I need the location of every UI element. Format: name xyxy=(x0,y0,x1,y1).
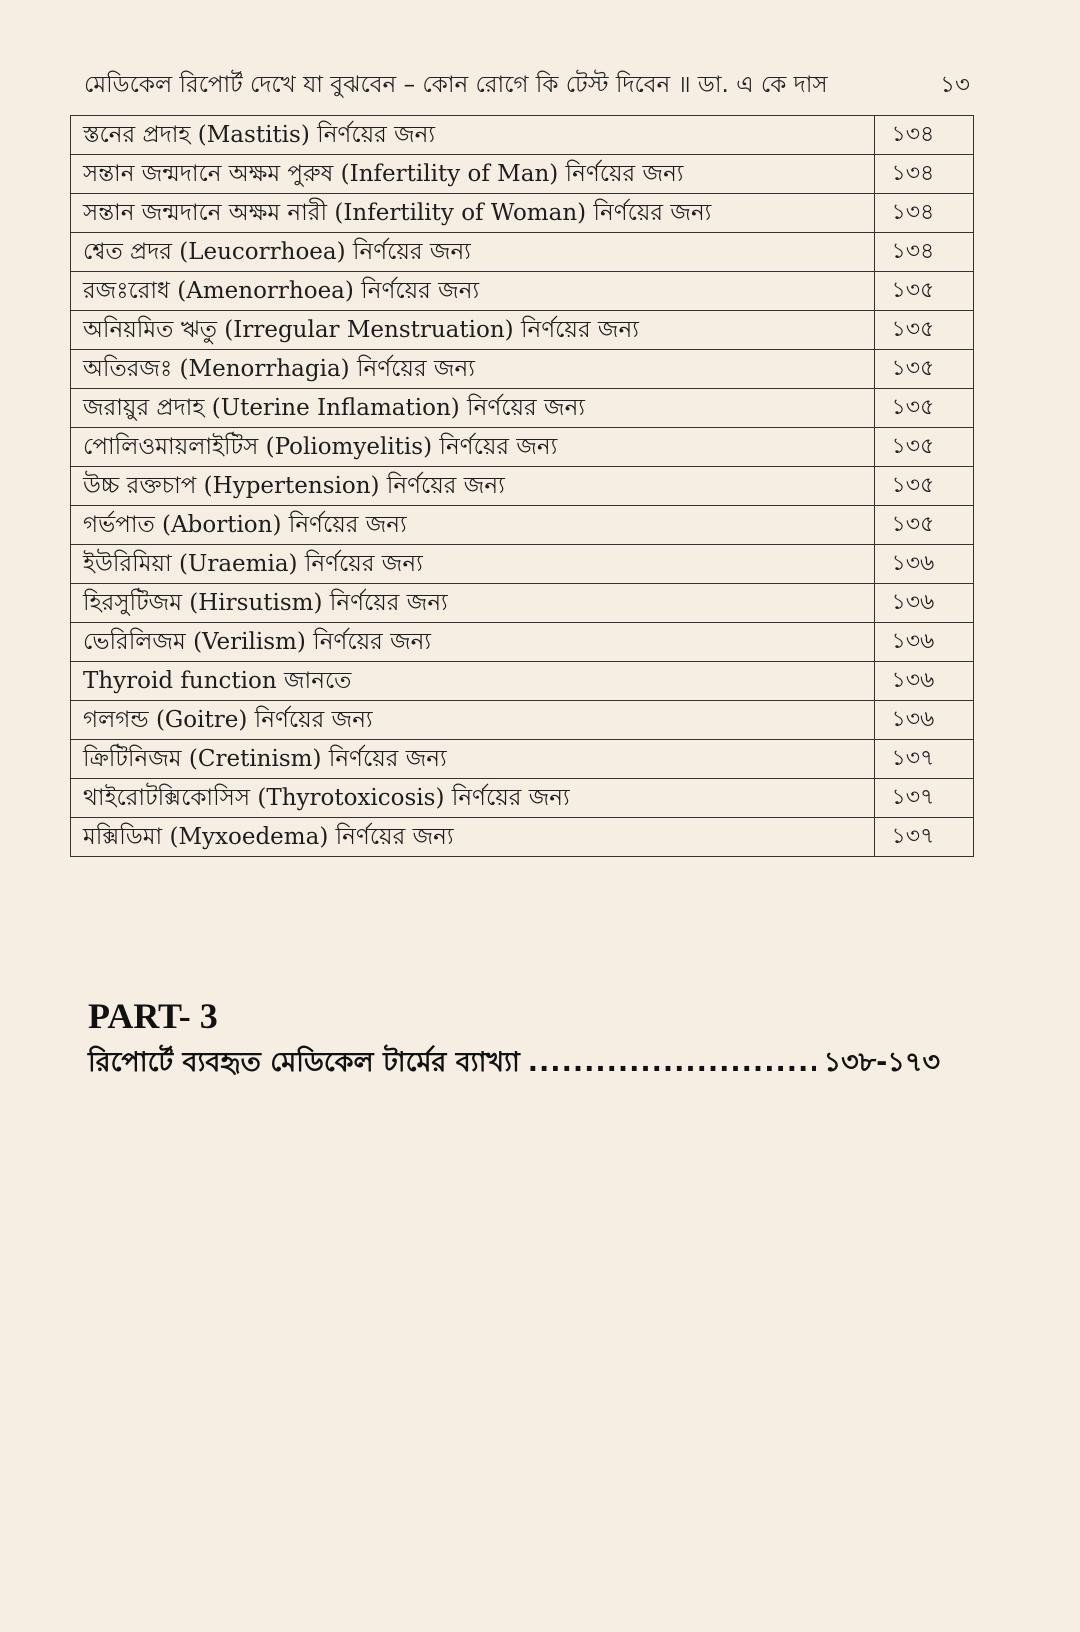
toc-page-number: ১৩৫ xyxy=(875,350,974,389)
leader-dots xyxy=(528,1047,816,1078)
toc-page-number: ১৩৬ xyxy=(875,545,974,584)
header-title: মেডিকেল রিপোর্ট দেখে যা বুঝবেন – কোন রোগে কি টেস্ট দিবেন ॥ ডা. এ কে দাস xyxy=(84,72,828,98)
toc-entry: হিরসুটিজম (Hirsutism) নির্ণয়ের জন্য xyxy=(71,584,875,623)
table-row xyxy=(71,584,974,623)
toc-page-number: ১৩৫ xyxy=(875,506,974,545)
page-number: ১৩ xyxy=(940,72,970,98)
toc-entry: পোলিওমায়লাইটিস (Poliomyelitis) নির্ণয়ের জন্য xyxy=(71,428,875,467)
toc-entry: স্তনের প্রদাহ (Mastitis) নির্ণয়ের জন্য xyxy=(71,116,875,155)
toc-entry: অনিয়মিত ঋতু (Irregular Menstruation) নির্ণয়ের জন্য xyxy=(71,311,875,350)
table-row xyxy=(71,506,974,545)
part-toc-line xyxy=(88,1042,940,1087)
toc-page-number: ১৩৪ xyxy=(875,194,974,233)
toc-page-number: ১৩৪ xyxy=(875,233,974,272)
toc-body xyxy=(71,116,974,857)
table-row xyxy=(71,545,974,584)
table-row xyxy=(71,155,974,194)
table-row xyxy=(71,428,974,467)
toc-page-number: ১৩৫ xyxy=(875,467,974,506)
part-title: রিপোর্টে ব্যবহৃত মেডিকেল টার্মের ব্যাখ্যা xyxy=(88,1047,520,1078)
toc-entry: গলগন্ড (Goitre) নির্ণয়ের জন্য xyxy=(71,701,875,740)
toc-page-number: ১৩৭ xyxy=(875,740,974,779)
table-row xyxy=(71,272,974,311)
toc-entry: ইউরিমিয়া (Uraemia) নির্ণয়ের জন্য xyxy=(71,545,875,584)
toc-entry: সন্তান জন্মদানে অক্ষম পুরুষ (Infertility of Man) নির্ণয়ের জন্য xyxy=(71,155,875,194)
part-heading: PART- 3 xyxy=(88,996,218,1036)
table-row xyxy=(71,350,974,389)
toc-entry: থাইরোটক্সিকোসিস (Thyrotoxicosis) নির্ণয়ের জন্য xyxy=(71,779,875,818)
table-row xyxy=(71,818,974,857)
toc-page-number: ১৩৬ xyxy=(875,584,974,623)
toc-page-number: ১৩৭ xyxy=(875,779,974,818)
part-pages: ১৩৮-১৭৩ xyxy=(823,1047,940,1078)
table-row xyxy=(71,779,974,818)
toc-entry: রজঃরোধ (Amenorrhoea) নির্ণয়ের জন্য xyxy=(71,272,875,311)
toc-page-number: ১৩৬ xyxy=(875,662,974,701)
table-row xyxy=(71,662,974,701)
toc-page-number: ১৩৫ xyxy=(875,272,974,311)
toc-page-number: ১৩৬ xyxy=(875,623,974,662)
table-row xyxy=(71,233,974,272)
toc-entry: ক্রিটিনিজম (Cretinism) নির্ণয়ের জন্য xyxy=(71,740,875,779)
running-header xyxy=(84,66,970,105)
toc-entry: অতিরজঃ (Menorrhagia) নির্ণয়ের জন্য xyxy=(71,350,875,389)
table-row xyxy=(71,116,974,155)
toc-page-number: ১৩৫ xyxy=(875,311,974,350)
table-row xyxy=(71,389,974,428)
toc-entry: ভেরিলিজম (Verilism) নির্ণয়ের জন্য xyxy=(71,623,875,662)
toc-entry: শ্বেত প্রদর (Leucorrhoea) নির্ণয়ের জন্য xyxy=(71,233,875,272)
table-row xyxy=(71,701,974,740)
toc-page-number: ১৩৫ xyxy=(875,389,974,428)
table-row xyxy=(71,740,974,779)
toc-entry: গর্ভপাত (Abortion) নির্ণয়ের জন্য xyxy=(71,506,875,545)
toc-page-number: ১৩৭ xyxy=(875,818,974,857)
toc-page-number: ১৩৬ xyxy=(875,701,974,740)
toc-table xyxy=(70,115,974,857)
table-row xyxy=(71,623,974,662)
table-row xyxy=(71,467,974,506)
toc-page-number: ১৩৪ xyxy=(875,116,974,155)
toc-entry: মক্সিডিমা (Myxoedema) নির্ণয়ের জন্য xyxy=(71,818,875,857)
toc-entry: সন্তান জন্মদানে অক্ষম নারী (Infertility of Woman) নির্ণয়ের জন্য xyxy=(71,194,875,233)
toc-page-number: ১৩৪ xyxy=(875,155,974,194)
table-row xyxy=(71,194,974,233)
toc-entry: Thyroid function জানতে xyxy=(71,662,875,701)
table-row xyxy=(71,311,974,350)
toc-entry: উচ্চ রক্তচাপ (Hypertension) নির্ণয়ের জন্য xyxy=(71,467,875,506)
toc-page-number: ১৩৫ xyxy=(875,428,974,467)
toc-entry: জরায়ুর প্রদাহ (Uterine Inflamation) নির্ণয়ের জন্য xyxy=(71,389,875,428)
